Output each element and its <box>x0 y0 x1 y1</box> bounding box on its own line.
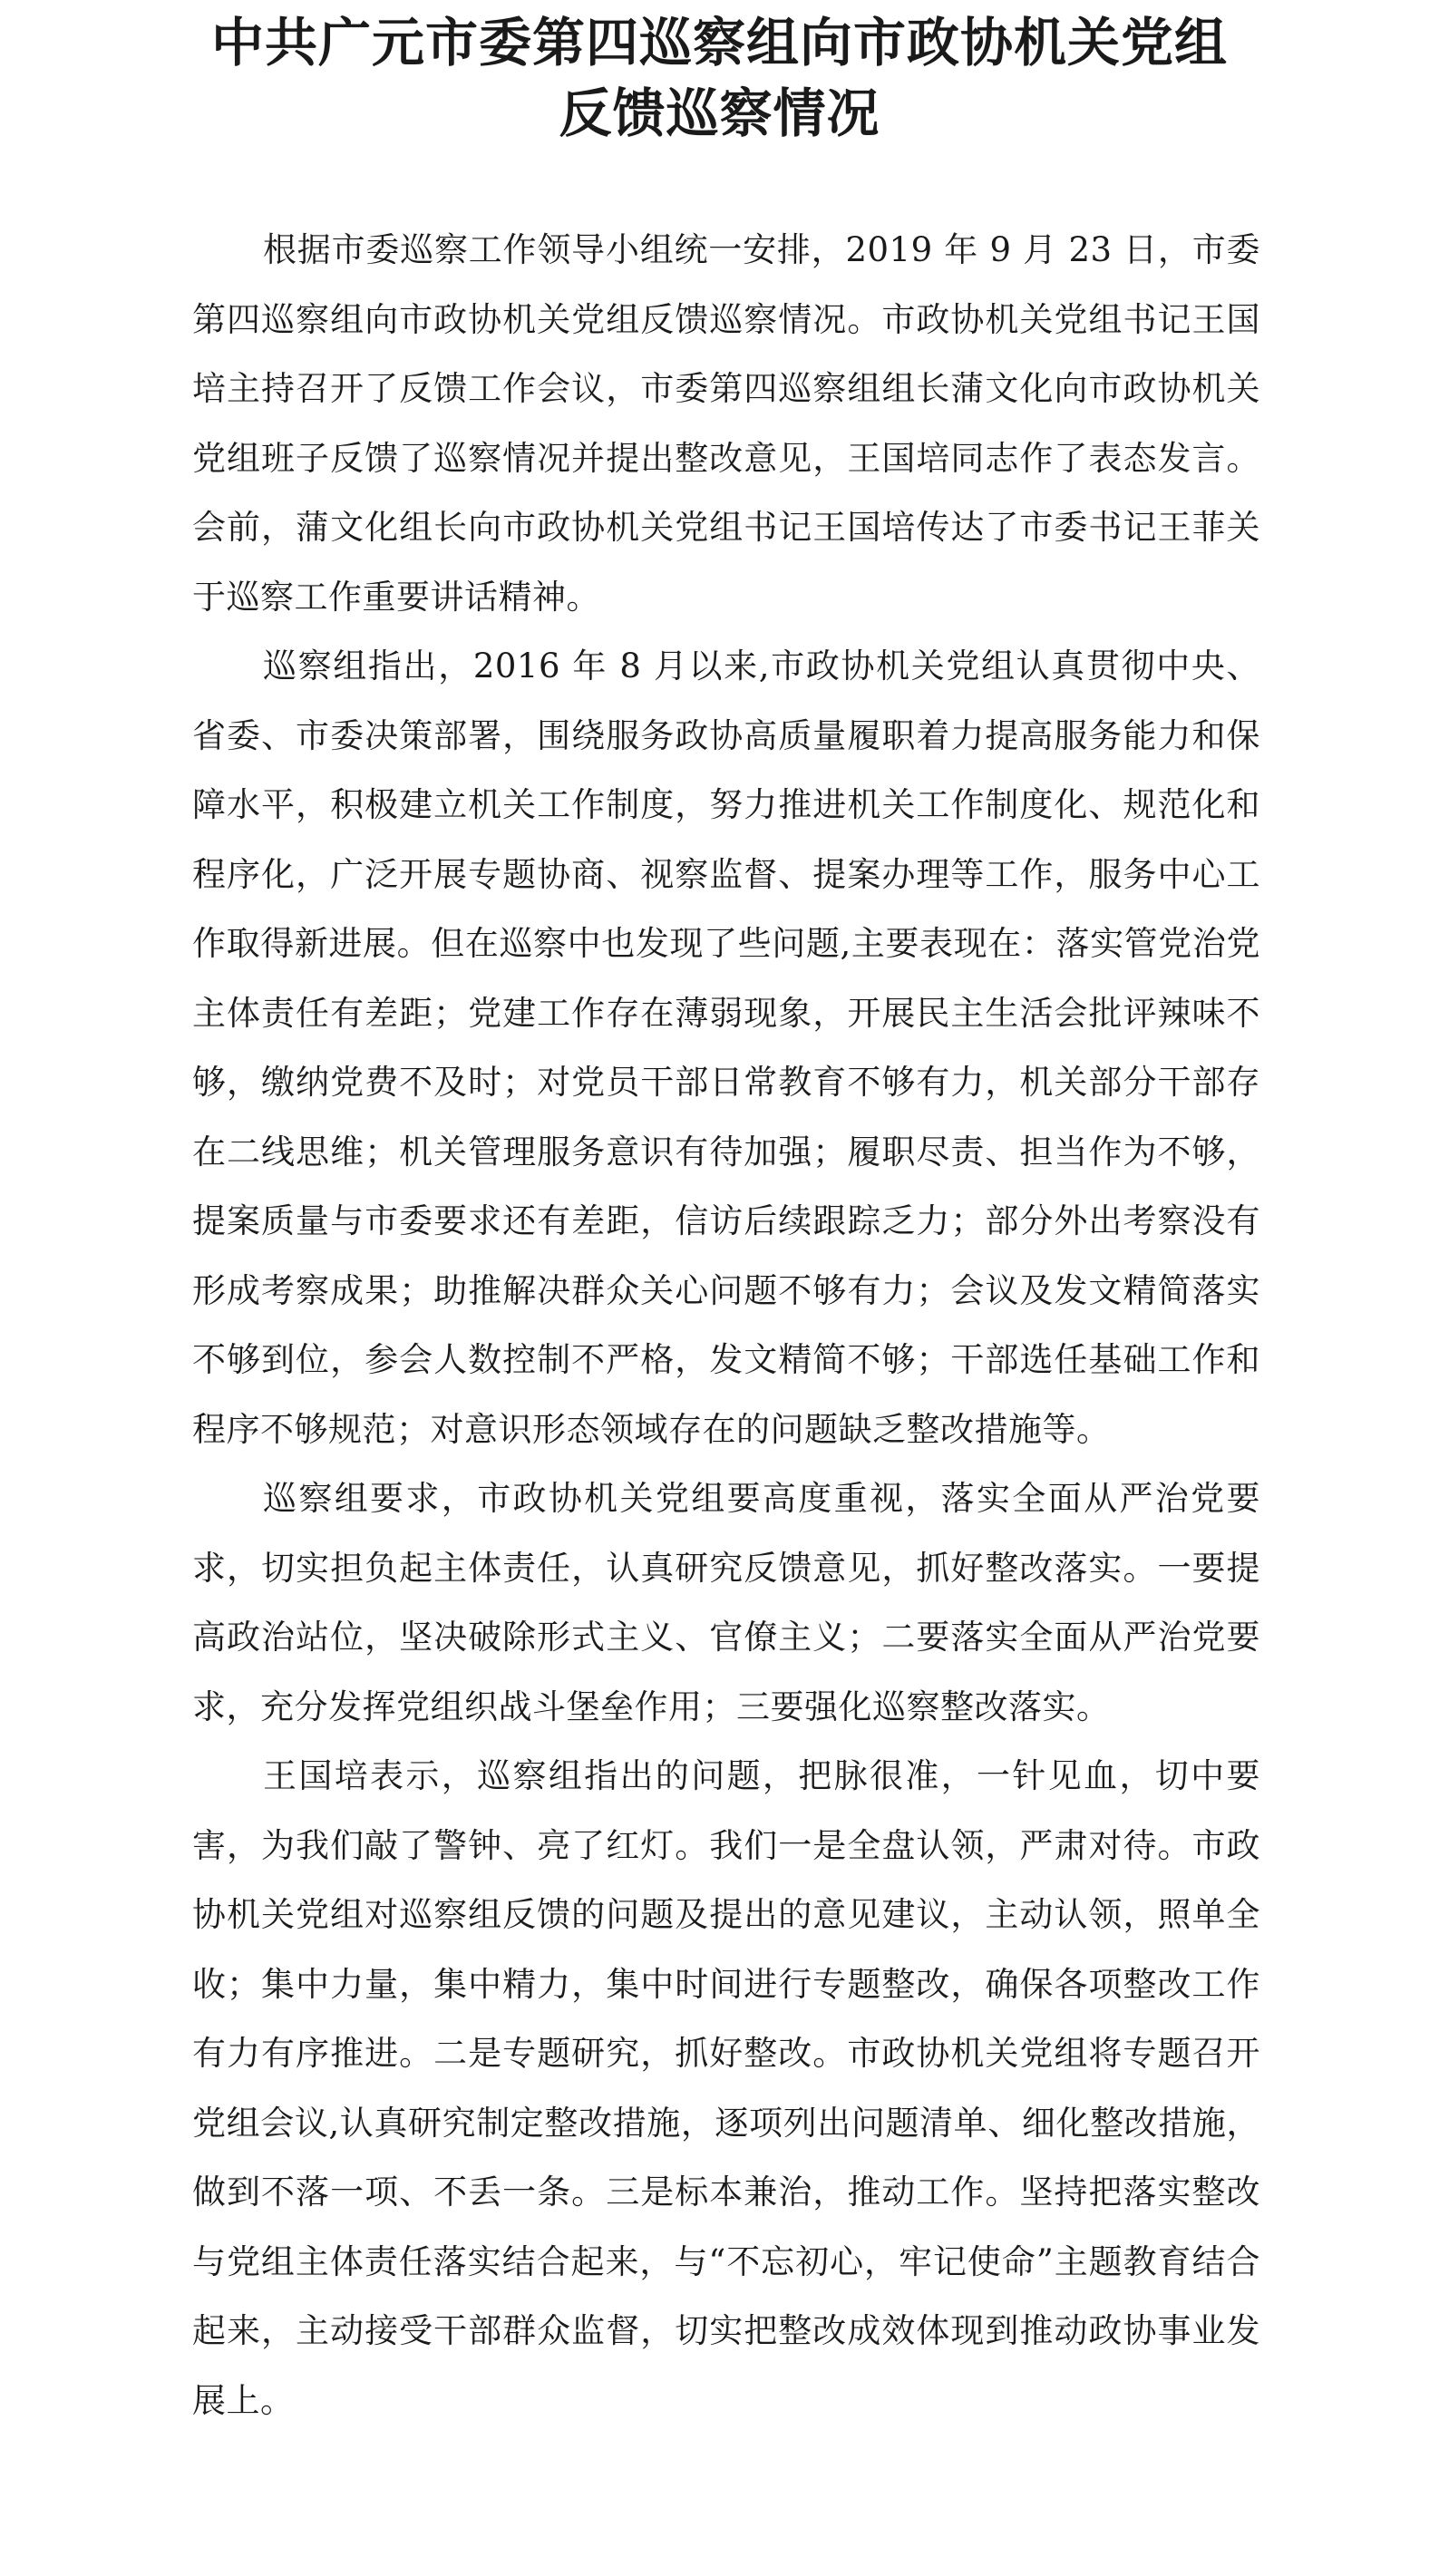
document-body <box>192 216 1260 2435</box>
document-title <box>136 7 1303 149</box>
paragraph-response: 王国培表示，巡察组指出的问题，把脉很准，一针见血，切中要害，为我们敲了警钟、亮了红灯。我们一是全盘认领，严肃对待。市政协机关党组对巡察组反馈的问题及提出的意见建议，主动认领，照单全收；集中力量，集中精力，集中时间进行专题整改，确保各项整改工作有力有序推进。二是专题研究，抓好整改。市政协机关党组将专题召开党组会议,认真研究制定整改措施，逐项列出问题清单、细化整改措施，做到不落一项、不丢一条。三是标本兼治，推动工作。坚持把落实整改与党组主体责任落实结合起来，与“不忘初心，牢记使命”主题教育结合起来，主动接受干部群众监督，切实把整改成效体现到推动政协事业发展上。 <box>192 1756 1260 2420</box>
title-line-1: 中共广元市委第四巡察组向市政协机关党组 <box>210 12 1228 73</box>
title-line-2: 反馈巡察情况 <box>559 83 880 144</box>
paragraph-findings: 巡察组指出，2016 年 8 月以来,市政协机关党组认真贯彻中央、省委、市委决策部署，围绕服务政协高质量履职着力提高服务能力和保障水平，积极建立机关工作制度，努力推进机关工作制度化、规范化和程序化，广泛开展专题协商、视察监督、提案办理等工作，服务中心工作取得新进展。但在巡察中也发现了些问题,主要表现在：落实管党治党主体责任有差距；党建工作存在薄弱现象，开展民主生活会批评辣味不够，缴纳党费不及时；对党员干部日常教育不够有力，机关部分干部存在二线思维；机关管理服务意识有待加强；履职尽责、担当作为不够，提案质量与市委要求还有差距，信访后续跟踪乏力；部分外出考察没有形成考察成果；助推解决群众关心问题不够有力；会议及发文精简落实不够到位，参会人数控制不严格，发文精简不够；干部选任基础工作和程序不够规范；对意识形态领域存在的问题缺乏整改措施等。 <box>192 646 1260 1449</box>
paragraph-requirements: 巡察组要求，市政协机关党组要高度重视，落实全面从严治党要求，切实担负起主体责任，认真研究反馈意见，抓好整改落实。一要提高政治站位，坚决破除形式主义、官僚主义；二要落实全面从严治党要求，充分发挥党组织战斗堡垒作用；三要强化巡察整改落实。 <box>192 1479 1260 1726</box>
paragraph-arrangement: 根据市委巡察工作领导小组统一安排，2019 年 9 月 23 日，市委第四巡察组向市政协机关党组反馈巡察情况。市政协机关党组书记王国培主持召开了反馈工作会议，市委第四巡察组组长蒲文化向市政协机关党组班子反馈了巡察情况并提出整改意见，王国培同志作了表态发言。会前，蒲文化组长向市政协机关党组书记王国培传达了市委书记王菲关于巡察工作重要讲话精神。 <box>192 230 1260 617</box>
